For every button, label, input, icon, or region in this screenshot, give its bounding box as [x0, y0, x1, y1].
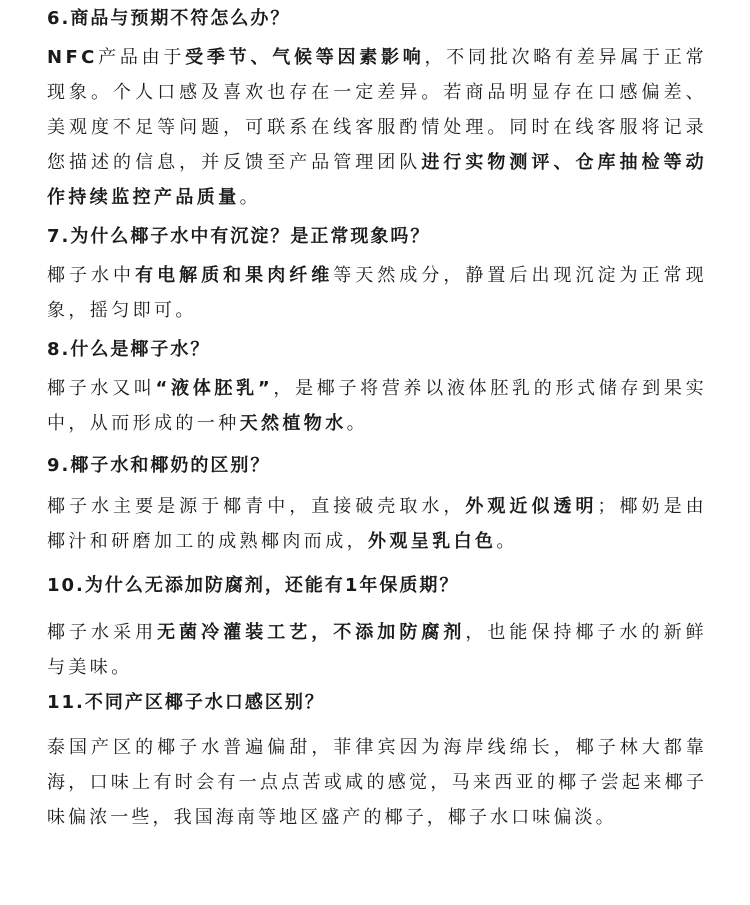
faq-answer	[47, 730, 707, 835]
answer-text: 椰子水采用	[47, 622, 158, 643]
faq-question: 6.商品与预期不符怎么办？	[47, 8, 291, 29]
answer-text: 。	[239, 187, 262, 208]
answer-text: 等天然成分，静置后出现沉淀为正常现象，摇匀即可。	[47, 265, 707, 321]
answer-emphasis: 外观近似透明	[465, 496, 598, 517]
answer-text: 。	[346, 413, 369, 434]
faq-answer	[47, 615, 707, 685]
faq-question: 7.为什么椰子水中有沉淀？是正常现象吗？	[47, 226, 431, 247]
faq-question: 11.不同产区椰子水口感区别？	[47, 692, 325, 713]
answer-emphasis: 进行实物测评、仓库抽检等动作持续监控产品质量	[47, 152, 707, 208]
answer-emphasis: “液体胚乳”	[155, 378, 274, 399]
faq-item-8	[47, 338, 707, 441]
faq-answer	[47, 489, 707, 559]
faq-item-10	[47, 574, 707, 685]
answer-text: ，也能保持椰子水的新鲜与美味。	[47, 622, 707, 678]
answer-text: 产品由于	[97, 47, 186, 68]
answer-emphasis: 有电解质和果肉纤维	[135, 265, 334, 286]
faq-item-6	[47, 7, 707, 215]
faq-item-11	[47, 691, 707, 835]
answer-text: 。	[496, 531, 518, 552]
answer-emphasis: 天然植物水	[239, 413, 347, 434]
faq-item-9	[47, 454, 707, 559]
answer-text: ，是椰子将营养以液体胚乳的形式储存到果实中，从而形成的一种	[47, 378, 708, 434]
answer-text: ，不同批次略有差异属于正常现象。个人口感及喜欢也存在一定差异。若商品明显存在口感偏差、美观度不足等问题，可联系在线客服酌情处理。同时在线客服将记录您描述的信息，并反馈至产品管理团队	[47, 47, 707, 173]
answer-emphasis: 外观呈乳白色	[368, 531, 497, 552]
faq-question: 10.为什么无添加防腐剂，还能有1年保质期？	[47, 575, 460, 596]
answer-emphasis: NFC	[47, 47, 98, 68]
answer-emphasis: 受季节、气候等因素影响	[185, 47, 425, 68]
faq-question: 9.椰子水和椰奶的区别？	[47, 455, 271, 476]
answer-text: 椰子水又叫	[47, 378, 156, 399]
faq-answer	[47, 258, 707, 328]
faq-answer	[47, 40, 707, 215]
faq-answer	[47, 371, 707, 441]
answer-text: 泰国产区的椰子水普遍偏甜，菲律宾因为海岸线绵长，椰子林大都靠海，口味上有时会有一点点苦或咸的感觉，马来西亚的椰子尝起来椰子味偏浓一些，我国海南等地区盛产的椰子，椰子水口味偏淡。	[47, 737, 707, 828]
faq-item-7	[47, 225, 707, 328]
answer-text: 椰子水主要是源于椰青中，直接破壳取水，	[47, 496, 466, 517]
faq-question: 8.什么是椰子水？	[47, 339, 211, 360]
answer-text: ；椰奶是由椰汁和研磨加工的成熟椰肉而成，	[47, 496, 707, 552]
answer-text: 椰子水中	[47, 265, 136, 286]
answer-emphasis: 无菌冷灌装工艺，不添加防腐剂	[157, 622, 466, 643]
